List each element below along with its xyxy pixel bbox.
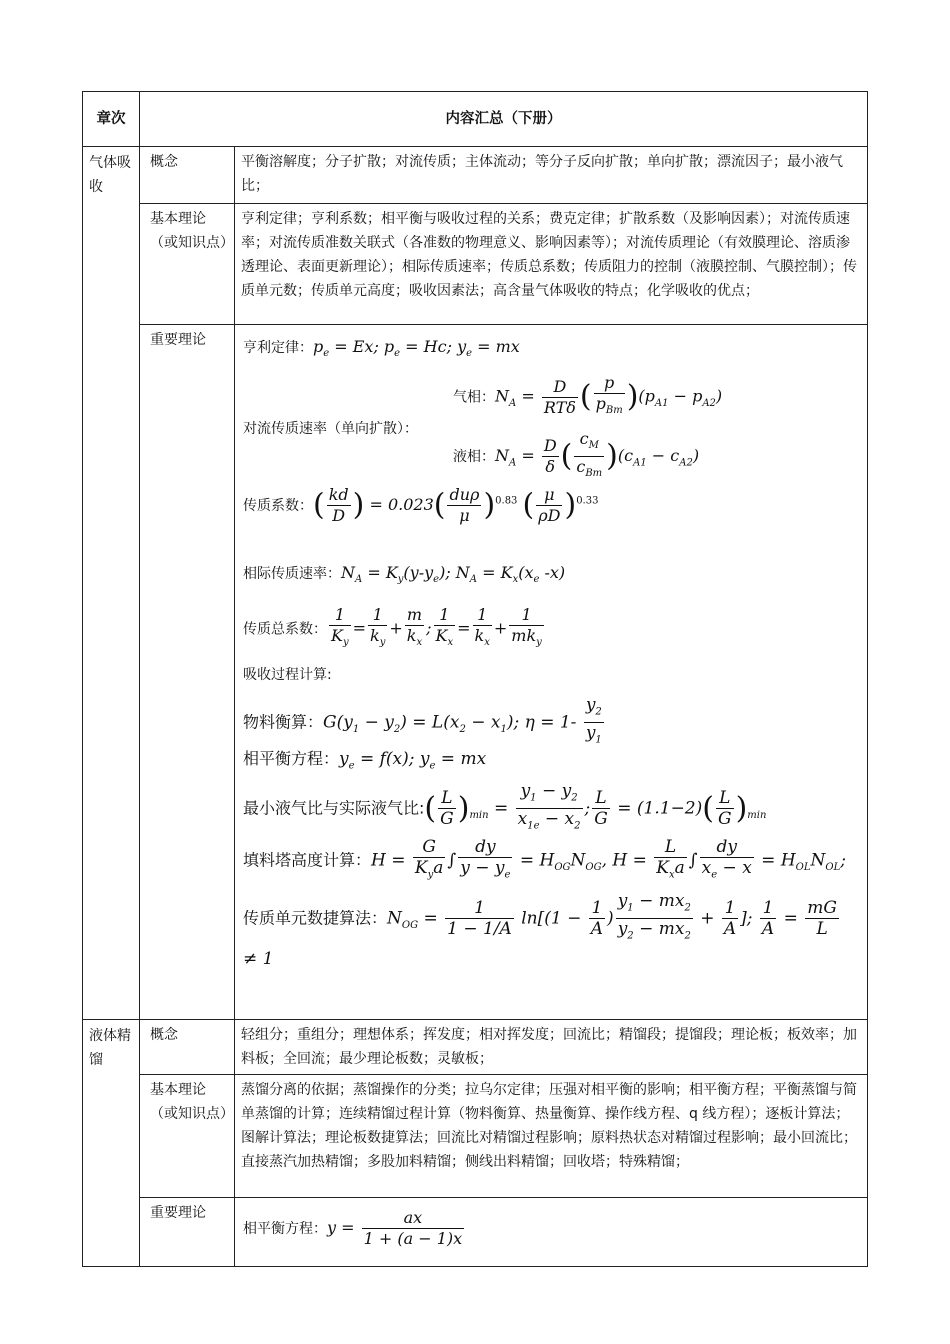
gas-important-row — [83, 325, 868, 1020]
content-header: 内容汇总（下册） — [140, 92, 868, 147]
equilibrium-formula: 相平衡方程：$y_e = f(x)$; $y_e$ = mx — [243, 749, 487, 772]
section-gas-absorption: 气体吸收 — [83, 147, 140, 1020]
chapter-header: 章次 — [83, 92, 140, 147]
row-content: 蒸馏分离的依据；蒸馏操作的分类；拉乌尔定律；压强对相平衡的影响；相平衡方程；平衡蒸馏与简单蒸馏的计算；连续精馏过程计算（物料衡算、热量衡算、操作线方程、q 线方程）；逐板计算法；图解计算法；理论板数捷算法；回流比对精馏过程影响；原料热状态对精馏过程影响；最小回流比； 直接蒸汽加热精馏；多股加料精馏；侧线出料精馏；回收塔；特殊精馏； — [235, 1075, 868, 1198]
dist-basic-row — [83, 1075, 868, 1198]
row-label: 重要理论 — [140, 1198, 235, 1267]
overall-coefficient-formula: 传质总系数： $\frac{1}{K_y}$ = $\frac{1}{k_y}$ + $\frac{m}{k_x}$ ; $\frac{1}{K_x}$ = $\frac{1}{k_x}$ + $\frac{1}{mk_y}$ — [243, 605, 542, 649]
process-label: 吸收过程计算: — [243, 667, 332, 683]
row-content: 平衡溶解度；分子扩散；对流传质；主体流动；等分子反向扩散；单向扩散；漂流因子；最小液气比； — [235, 147, 868, 204]
header-row — [83, 92, 868, 147]
liquid-gas-ratio-formula: 最小液气比与实际液气比:( $\frac{L}{G}$ )$_{min}$ = $\frac{y_1 - y_2}{x_{1e} - x_2}$ ; $\frac{L}{G}$ = (1.1−2)( $\frac{L}{G}$ )$_{min}$ — [243, 781, 767, 832]
henry-formula: 亨利定律：$p_e = Ex$; $p_e = Hc$; $y_e$ = mx — [243, 337, 520, 360]
row-label: 概念 — [140, 1020, 235, 1075]
section-liquid-distillation: 液体精馏 — [83, 1020, 140, 1267]
packed-height-formula: 填料塔高度计算：H = $\frac{G}{K_ya}$ ∫ $\frac{dy}{y - y_e}$ = $H_{OG}N_{OG}$, H = $\frac{L}{K_xa}$ ∫ $\frac{dy}{x_e - x}$ = $H_{OL}N_{OL}$; — [243, 837, 846, 881]
formula-block — [235, 1198, 868, 1267]
ntu-shortcut-formula: 传质单元数捷算法：$N_{OG}$ = $\frac{1}{1 - 1/A}$ ln[(1 − $\frac{1}{A}$ ) $\frac{y_1 - mx_2}{y_2 - mx_2}$ + $\frac{1}{A}$ ]; $\frac{1}{A}$ = $\frac{mG}{L}$ ≠ 1 — [243, 891, 837, 969]
row-label: 基本理论（或知识点） — [140, 204, 235, 325]
gas-basic-row — [83, 204, 868, 325]
material-balance-formula: 物料衡算：$G(y_1 - y_2) = L(x_2 - x_1)$; η = 1- $\frac{y_2}{y_1}$ — [243, 695, 602, 746]
row-content: 亨利定律；亨利系数；相平衡与吸收过程的关系；费克定律；扩散系数（及影响因素）；对流传质速率；对流传质准数关联式（各准数的物理意义、影响因素等）；对流传质理论（有效膜理论、溶质渗透理论、表面更新理论）；相际传质速率；传质总系数；传质阻力的控制（液膜控制、气膜控制）；传质单元数；传质单元高度；吸收因素法；高含量气体吸收的特点；化学吸收的优点； — [235, 204, 868, 325]
dist-important-row — [83, 1198, 868, 1267]
summary-table — [82, 91, 868, 1267]
convective-formula: 对流传质速率（单向扩散）： 气相：$N_A$ = $\frac{D}{\text{RTδ}}$ ( $\frac{p}{p_{Bm}}$ )$(p_{A1} - p_{A2})$ 液相：$N_A$ = $\frac{D}{\delta}$ ( $\frac{c_M}{c_{Bm}}$ )$(c_{A1} - c_{A2})$ — [243, 373, 723, 480]
mass-transfer-coefficient-formula: 传质系数：( $\frac{kd}{D}$ ) = 0.023( $\frac{\text{duρ}}{\mu}$ )$^{0.83}$ ( $\frac{\mu}{\rho D}$ )$^{0.33}$ — [243, 485, 599, 525]
row-label: 概念 — [140, 147, 235, 204]
row-content: 轻组分；重组分；理想体系；挥发度；相对挥发度；回流比；精馏段；提馏段；理论板；板效率；加料板；全回流；最少理论板数；灵敏板； — [235, 1020, 868, 1075]
distillation-equilibrium-formula: 相平衡方程：y = $\frac{ax}{1 + (a - 1)x}$ — [243, 1208, 463, 1248]
gas-concept-row — [83, 147, 868, 204]
row-label: 基本理论（或知识点） — [140, 1075, 235, 1198]
formula-block — [235, 325, 868, 1020]
interphase-rate-formula: 相际传质速率：$N_A = K_y(y-y_e)$; $N_A = K_x(x_e$ -x) — [243, 563, 566, 586]
dist-concept-row — [83, 1020, 868, 1075]
row-label: 重要理论 — [140, 325, 235, 1020]
